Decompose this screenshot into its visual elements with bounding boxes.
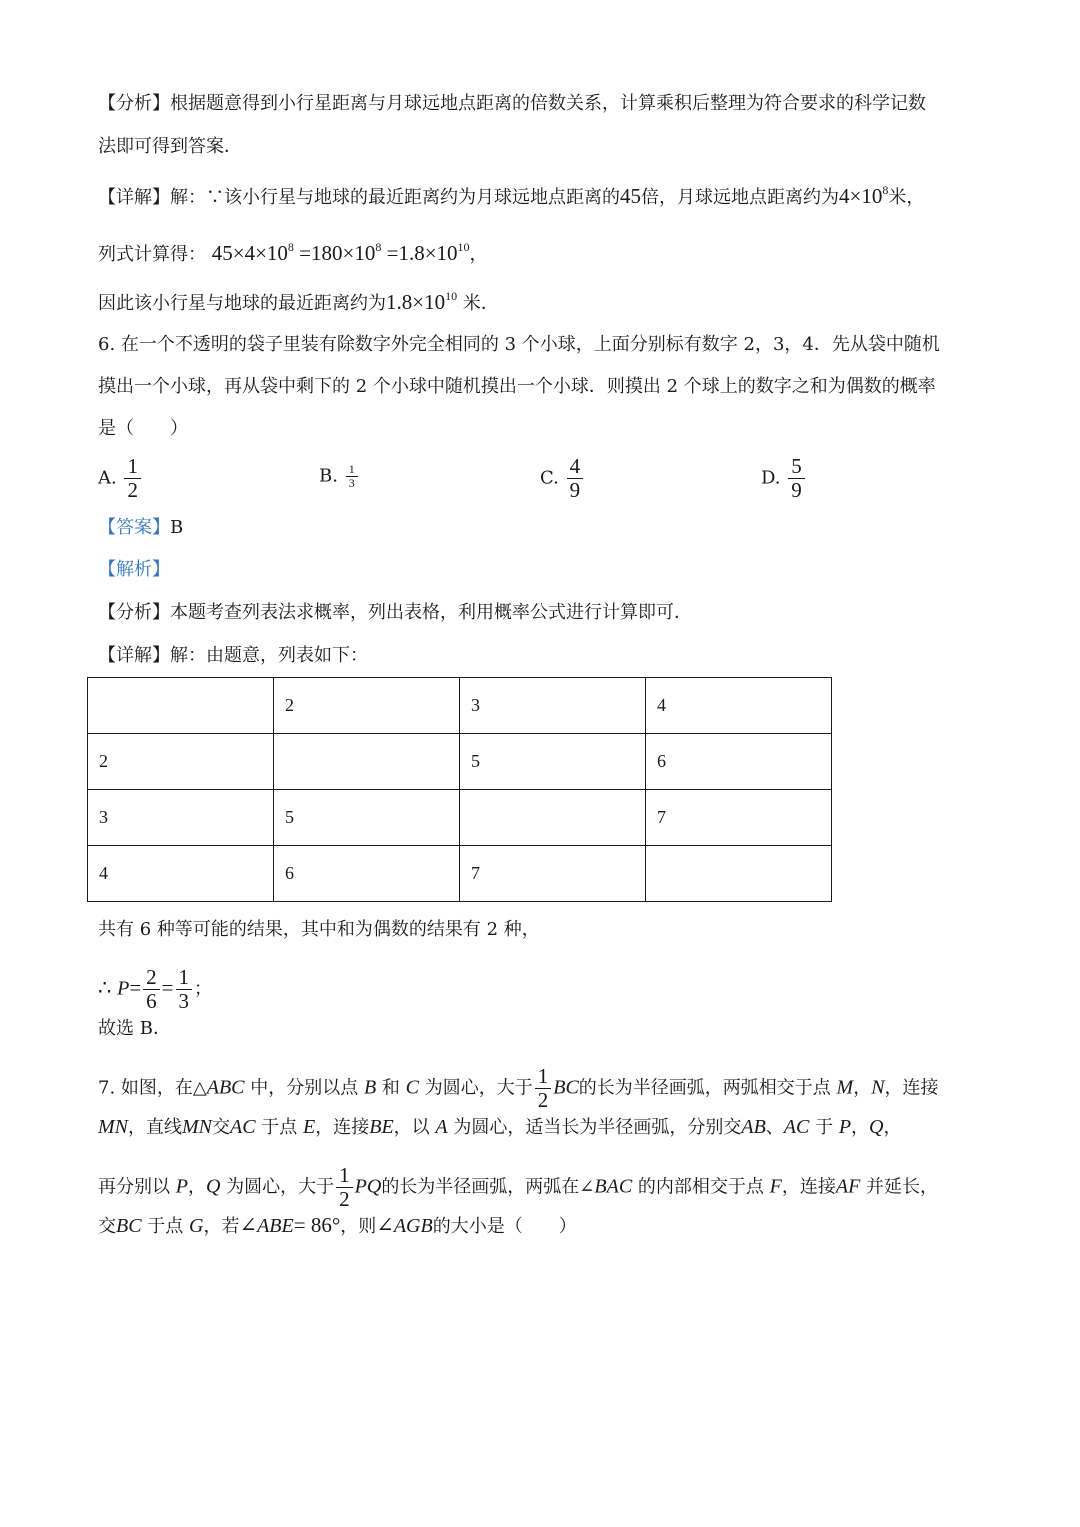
q5-calc-line — [98, 240, 488, 268]
q6-option-a — [98, 455, 143, 502]
answer-tag: 【答案】 — [98, 517, 170, 538]
answer-value: B — [170, 517, 184, 538]
table-cell — [646, 846, 832, 902]
q6-option-c — [540, 455, 585, 502]
table-cell: 5 — [274, 790, 460, 846]
q6-stem-line3: 是（ ） — [98, 418, 188, 439]
q6-analysis: 【分析】本题考查列表法求概率，列出表格，利用概率公式进行计算即可． — [98, 602, 692, 623]
q5-unit: 米， — [888, 187, 925, 208]
q5-detail-line — [98, 183, 924, 211]
option-fraction: $\frac{5}{9}$ — [788, 455, 805, 502]
table-cell: 4 — [88, 846, 274, 902]
table-row — [88, 790, 832, 846]
q5-analysis-line1: 【分析】根据题意得到小行星距离与月球远地点距离的倍数关系，计算乘积后整理为符合要求的科学记数 — [98, 93, 926, 114]
q5-dist: $4\times 10^8$ — [839, 183, 889, 208]
q5-times: 45 — [620, 184, 641, 208]
q7-line1: 7. 如图，在△ABC 中，分别以点 B 和 C 为圆心，大于 $\frac{1}{2}$ BC的长为半径画弧，两弧相交于点 M，N，连接 — [98, 1064, 939, 1112]
sum-table — [87, 677, 832, 902]
table-row — [88, 734, 832, 790]
table-cell — [460, 790, 646, 846]
q7-line4: 交BC 于点 G，若∠ABE= 86°，则∠AGB的大小是（ ） — [98, 1213, 577, 1237]
q5-calc-end: ， — [469, 244, 488, 265]
q6-probability-line — [98, 966, 212, 1013]
fraction-2-6: $\frac{2}{6}$ — [143, 966, 160, 1013]
q6-detail: 【详解】解：由题意，列表如下： — [98, 645, 368, 666]
table-row — [88, 846, 832, 902]
probability-symbol: P — [117, 977, 130, 1000]
option-fraction: $\frac{4}{9}$ — [567, 455, 584, 502]
equals-sign: = — [161, 975, 174, 1000]
q7-line2: MN，直线MN交AC 于点 E，连接BE，以 A 为圆心，适当长为半径画弧，分别交AB、AC 于 P，Q， — [98, 1116, 902, 1138]
q6-stem-line2: 摸出一个小球，再从袋中剩下的 2 个小球中随机摸出一个小球．则摸出 2 个球上的数字之和为偶数的概率 — [98, 376, 936, 397]
table-cell: 5 — [460, 734, 646, 790]
q6-choose: 故选 B． — [98, 1018, 171, 1039]
q5-detail-prefix: 【详解】解：∵该小行星与地球的最近距离约为月球远地点距离的 — [98, 187, 620, 208]
explanation-tag: 【解析】 — [98, 559, 170, 580]
q6-option-d — [761, 455, 807, 502]
q5-conclusion: 因此该小行星与地球的最近距离约为 — [98, 293, 386, 314]
table-cell: 3 — [460, 678, 646, 734]
table-cell: 4 — [646, 678, 832, 734]
q6-option-b — [319, 463, 360, 490]
therefore-symbol: ∴ — [98, 975, 112, 1000]
semicolon: ； — [194, 978, 213, 1000]
table-cell: 2 — [88, 734, 274, 790]
option-label: C. — [540, 467, 559, 489]
table-row — [88, 678, 832, 734]
option-label: D. — [761, 467, 781, 489]
equals-sign: = — [129, 975, 142, 1000]
q6-stem-line1: 6. 在一个不透明的袋子里装有除数字外完全相同的 3 个小球，上面分别标有数字 2，3，4．先从袋中随机 — [98, 334, 940, 355]
table-cell: 6 — [646, 734, 832, 790]
table-cell — [274, 734, 460, 790]
table-cell — [88, 678, 274, 734]
option-fraction: $\frac{1}{3}$ — [346, 463, 358, 490]
fraction-1-3: $\frac{1}{3}$ — [176, 966, 193, 1013]
q5-conclusion-unit: 米． — [462, 293, 499, 314]
q5-conclusion-value: $1.8\times 10^{10}$ — [386, 289, 458, 314]
q5-calc-label: 列式计算得： — [98, 244, 206, 265]
q7-line3: 再分别以 P，Q 为圆心，大于 $\frac{1}{2}$ PQ的长为半径画弧，两弧在∠BAC 的内部相交于点 F，连接AF 并延长， — [98, 1163, 939, 1211]
table-cell: 2 — [274, 678, 460, 734]
fraction-one-half: $\frac{1}{2}$ — [336, 1164, 353, 1211]
q6-answer-line — [98, 515, 183, 541]
q5-conclusion-line — [98, 289, 499, 317]
q5-calc-expression: $45\times 4\times 10^8 =180\times 10^8 =1.8\times 10^{10}$ — [211, 240, 470, 265]
table-cell: 7 — [646, 790, 832, 846]
q5-analysis-line2: 法即可得到答案． — [98, 136, 242, 157]
fraction-one-half: $\frac{1}{2}$ — [535, 1065, 552, 1112]
option-label: A. — [98, 467, 117, 489]
q6-result: 共有 6 种等可能的结果，其中和为偶数的结果有 2 种， — [98, 919, 540, 940]
table-cell: 6 — [274, 846, 460, 902]
table-cell: 3 — [88, 790, 274, 846]
q5-detail-mid: 倍，月球远地点距离约为 — [641, 187, 839, 208]
option-label: B. — [319, 465, 338, 487]
table-cell: 7 — [460, 846, 646, 902]
option-fraction: $\frac{1}{2}$ — [124, 455, 141, 502]
